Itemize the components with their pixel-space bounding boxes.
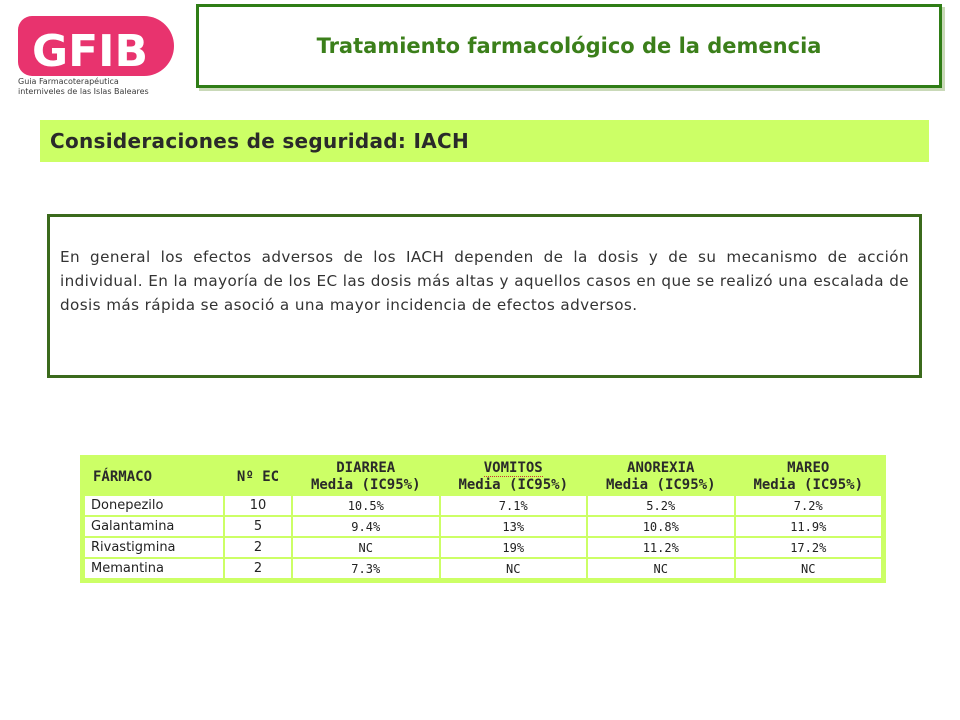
table-row: [85, 538, 881, 557]
logo-line1: Guia Farmacoterapéutica: [18, 77, 119, 86]
cell-drug: Galantamina: [85, 517, 223, 536]
cell-anorexia: 11.2%: [588, 538, 734, 557]
cell-ec: 2: [225, 538, 291, 557]
cell-mareo: 17.2%: [736, 538, 882, 557]
cell-ec: 2: [225, 559, 291, 578]
cell-mareo: 7.2%: [736, 496, 882, 515]
cell-ec: 5: [225, 517, 291, 536]
cell-diarrea: NC: [293, 538, 439, 557]
cell-anorexia: 5.2%: [588, 496, 734, 515]
header-diarrea-label: DIARREA: [336, 460, 396, 476]
header-mareo-label: MAREO: [787, 460, 830, 476]
intro-box: [47, 214, 922, 378]
cell-diarrea: 7.3%: [293, 559, 439, 578]
section-header: [40, 120, 929, 162]
cell-vomitos: 19%: [441, 538, 587, 557]
cell-diarrea: 10.5%: [293, 496, 439, 515]
cell-ec: 10: [225, 496, 291, 515]
header-vomitos: [441, 460, 587, 494]
header-farmaco: FÁRMACO: [85, 460, 223, 494]
cell-drug: Donepezilo: [85, 496, 223, 515]
adverse-effects-table-frame: [80, 455, 886, 583]
cell-vomitos: 7.1%: [441, 496, 587, 515]
header-mareo-sub: Media (IC95%): [753, 477, 864, 493]
intro-text: En general los efectos adversos de los IACH dependen de la dosis y de su mecanismo de acción individual. En la mayoría de los EC las dosis más altas y aquellos casos en que se realizó una escalada de dosis más rápida se asoció a una mayor incidencia de efectos adversos.: [60, 248, 909, 314]
header-diarrea-sub: Media (IC95%): [310, 477, 421, 493]
table-header-row: [85, 460, 881, 494]
cell-vomitos: 13%: [441, 517, 587, 536]
header-diarrea: [293, 460, 439, 494]
logo-letters: GFIB: [31, 26, 149, 77]
table-row: [85, 517, 881, 536]
title-banner: [196, 4, 942, 88]
header-anorexia-label: ANOREXIA: [627, 460, 695, 476]
cell-vomitos: NC: [441, 559, 587, 578]
header-anorexia: [588, 460, 734, 494]
table-row: [85, 559, 881, 578]
header-nec: Nº EC: [225, 460, 291, 494]
cell-drug: Rivastigmina: [85, 538, 223, 557]
cell-anorexia: 10.8%: [588, 517, 734, 536]
page-title: Tratamiento farmacológico de la demencia: [316, 34, 822, 58]
header-vomitos-sub: Media (IC95%): [458, 477, 569, 493]
header-mareo: [736, 460, 882, 494]
section-title: Consideraciones de seguridad: IACH: [50, 129, 469, 153]
table-row: [85, 496, 881, 515]
cell-mareo: NC: [736, 559, 882, 578]
cell-drug: Memantina: [85, 559, 223, 578]
header-vomitos-label: VOMITOS: [483, 460, 543, 476]
header-anorexia-sub: Media (IC95%): [605, 477, 716, 493]
gfib-logo: [14, 8, 176, 98]
logo-line2: interniveles de las Islas Baleares: [18, 87, 149, 96]
cell-anorexia: NC: [588, 559, 734, 578]
adverse-effects-table: [83, 458, 883, 580]
cell-diarrea: 9.4%: [293, 517, 439, 536]
cell-mareo: 11.9%: [736, 517, 882, 536]
